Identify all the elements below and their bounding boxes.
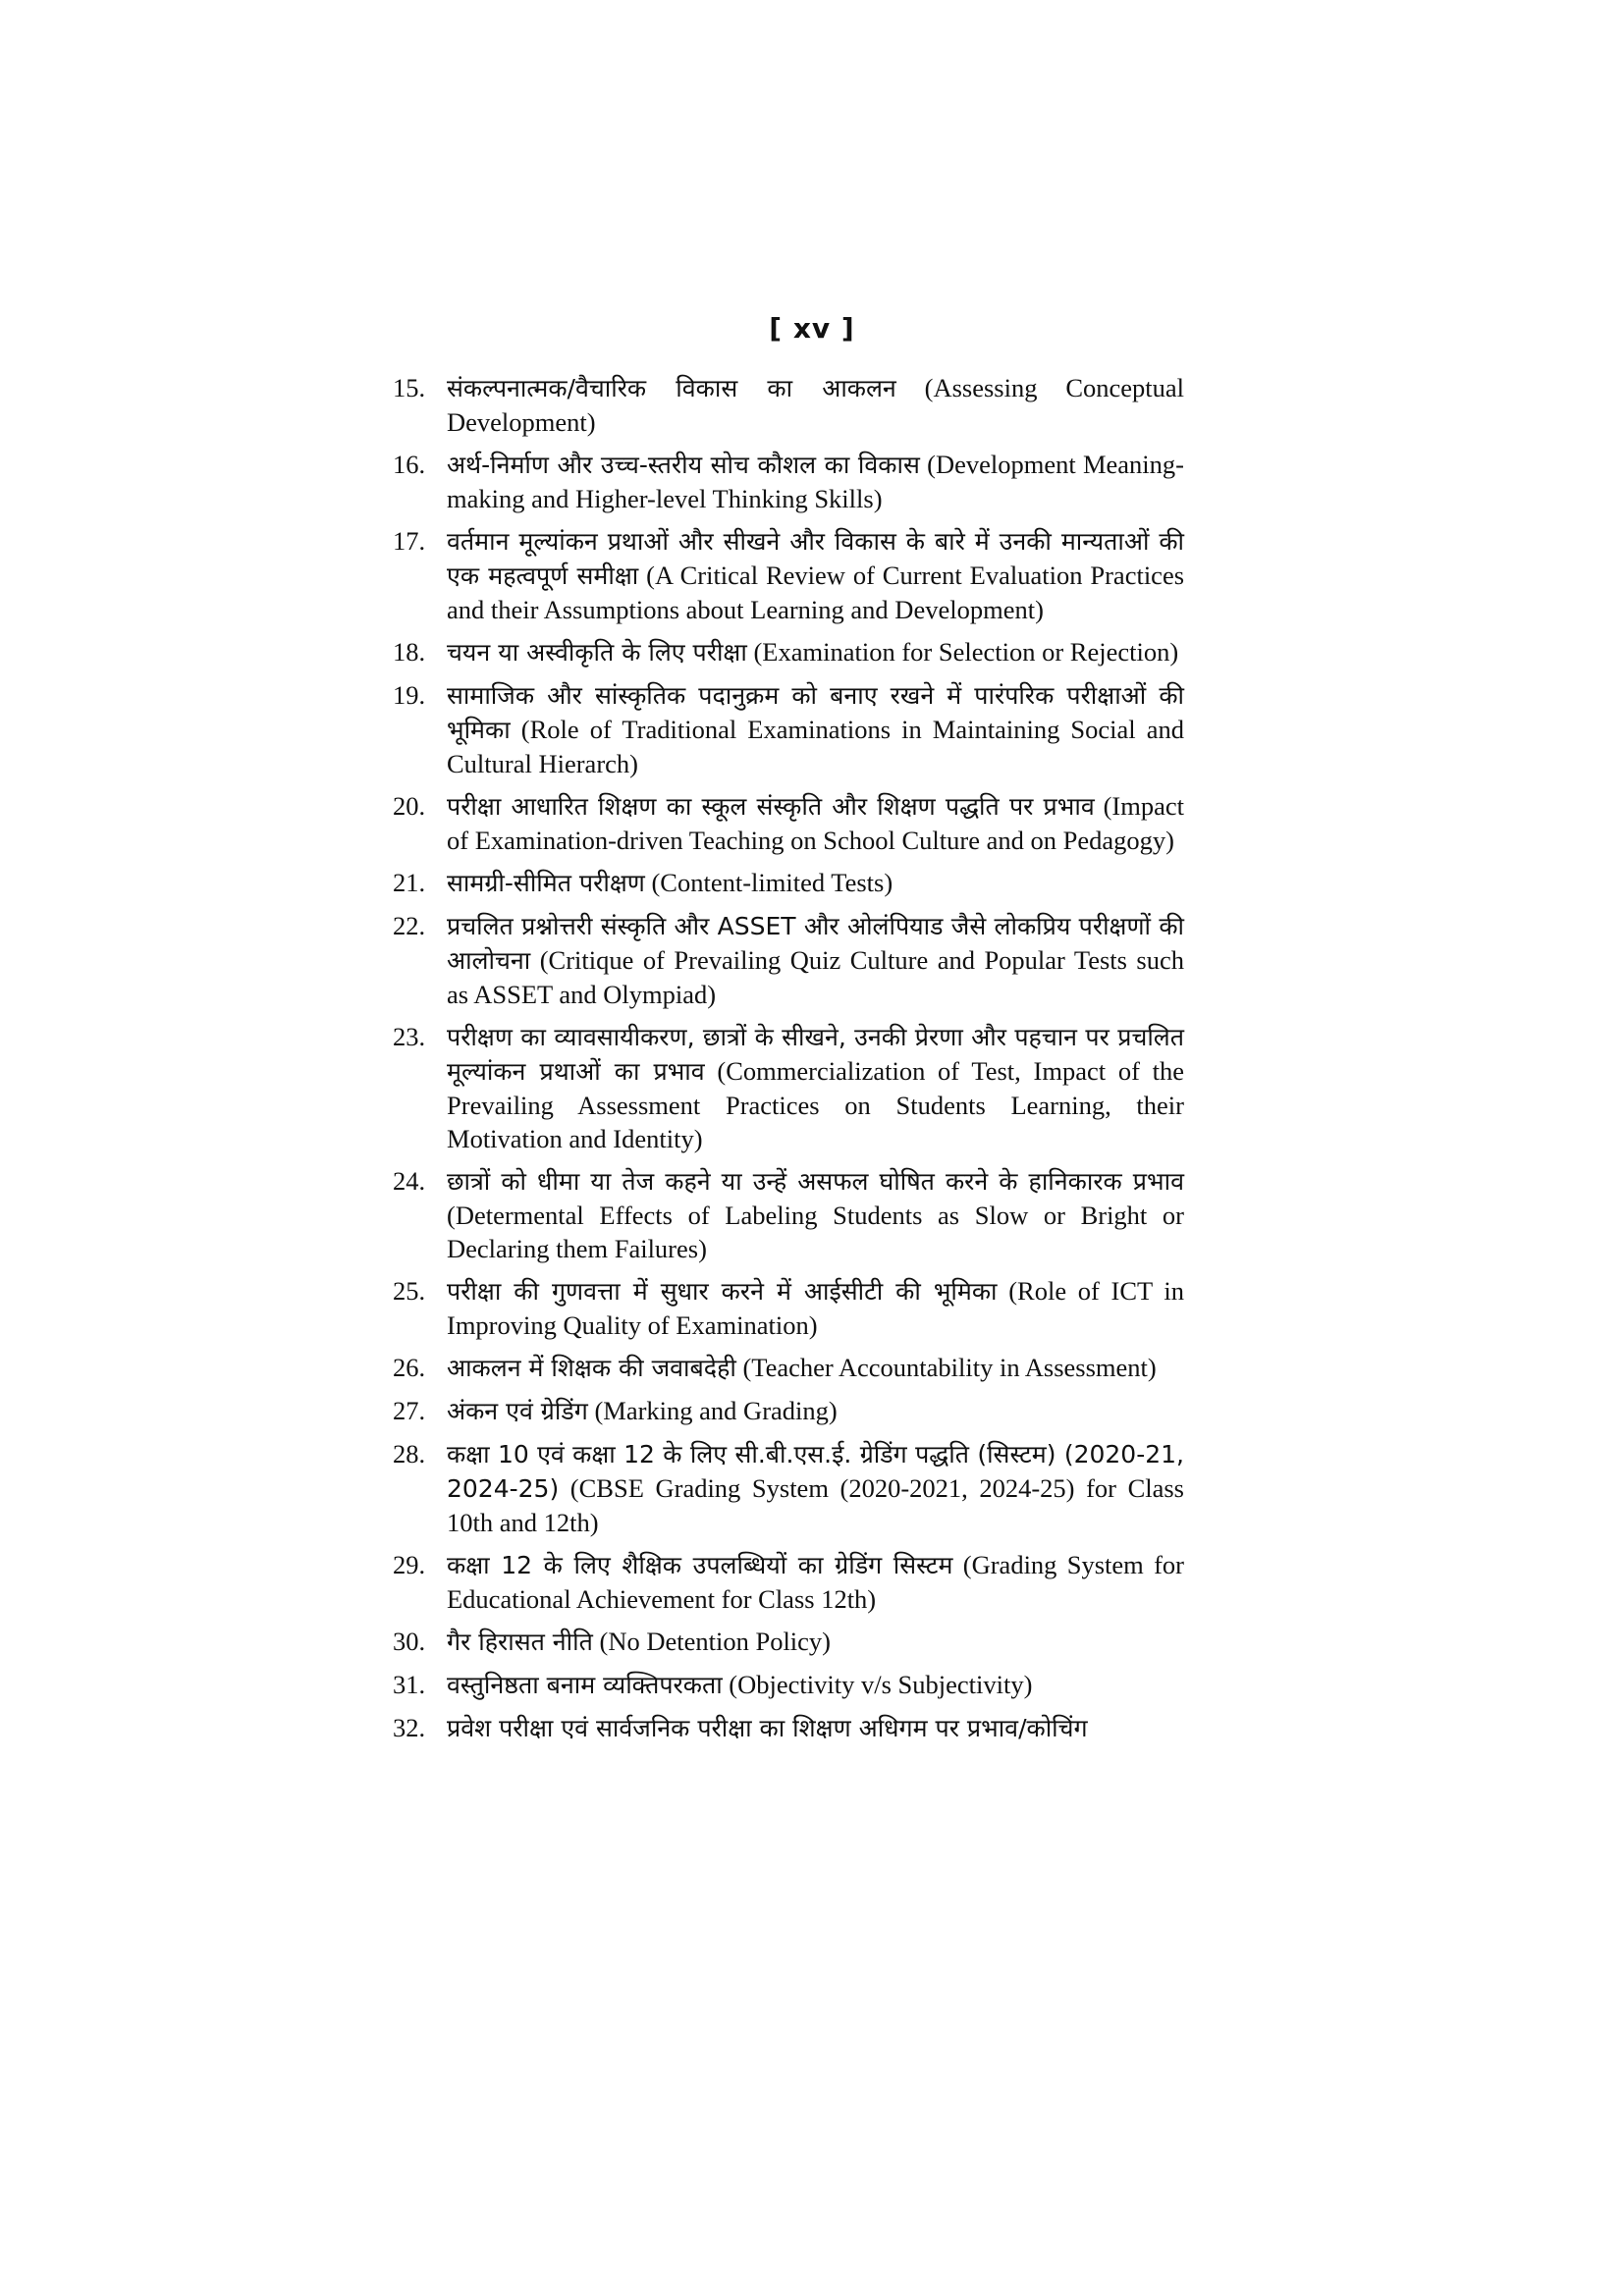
toc-item xyxy=(393,866,1184,900)
toc-item-hindi-title: छात्रों को धीमा या तेज कहने या उन्हें असफल घोषित करने के हानिकारक प्रभाव xyxy=(447,1167,1184,1196)
toc-item-english-title: (CBSE Grading System (2020-2021, 2024-25) for Class 10th and 12th) xyxy=(447,1473,1184,1537)
toc-item-number: 27. xyxy=(393,1396,426,1425)
toc-item-number: 16. xyxy=(393,450,426,479)
toc-item xyxy=(393,1548,1184,1616)
toc-item-english-title: (No Detention Policy) xyxy=(599,1627,832,1656)
toc-item-hindi-title: कक्षा 12 के लिए शैक्षिक उपलब्धियों का ग्रेडिंग सिस्टम xyxy=(447,1551,953,1579)
toc-item-english-title: (Assessing Conceptual Development) xyxy=(447,373,1184,437)
toc-item-hindi-title: परीक्षण का व्यावसायीकरण, छात्रों के सीखने, उनकी प्रेरणा और पहचान पर प्रचलित मूल्यांकन प्रथाओं का प्रभाव xyxy=(447,1023,1184,1086)
toc-item-number: 21. xyxy=(393,868,426,897)
toc-item xyxy=(393,635,1184,669)
toc-item-number: 15. xyxy=(393,373,426,402)
toc-item-hindi-title: सामाजिक और सांस्कृतिक पदानुक्रम को बनाए रखने में पारंपरिक परीक्षाओं की भूमिका xyxy=(447,681,1184,744)
toc-item-english-title: (Critique of Prevailing Quiz Culture and Popular Tests such as ASSET and Olympiad) xyxy=(447,945,1185,1009)
toc-item-english-title: (Grading System for Educational Achievement for Class 12th) xyxy=(447,1550,1184,1614)
toc-item-english-title: (Determental Effects of Labeling Students as Slow or Bright or Declaring them Failures) xyxy=(447,1201,1184,1263)
toc-item-number: 31. xyxy=(393,1670,426,1699)
toc-item xyxy=(393,1437,1184,1539)
toc-item-number: 32. xyxy=(393,1713,426,1742)
toc-item-english-title: (Objectivity v/s Subjectivity) xyxy=(729,1670,1033,1699)
toc-item xyxy=(393,371,1184,439)
toc-item-hindi-title: संकल्पनात्मक/वैचारिक विकास का आकलन xyxy=(447,374,896,402)
toc-item-number: 18. xyxy=(393,637,426,667)
toc-item-hindi-title: आकलन में शिक्षक की जवाबदेही xyxy=(447,1354,736,1382)
toc-item-number: 30. xyxy=(393,1627,426,1656)
toc-item xyxy=(393,1668,1184,1702)
toc-item-hindi-title: सामग्री-सीमित परीक्षण xyxy=(447,869,645,897)
toc-item xyxy=(393,678,1184,780)
toc-item-number: 19. xyxy=(393,680,426,710)
toc-item-english-title: (Development Meaning-making and Higher-level Thinking Skills) xyxy=(447,450,1184,513)
toc-item-english-title: (Role of Traditional Examinations in Maintaining Social and Cultural Hierarch) xyxy=(447,715,1185,778)
toc-item-number: 26. xyxy=(393,1353,426,1382)
toc-item-english-title: (Examination for Selection or Rejection) xyxy=(753,637,1179,667)
toc-item-english-title: (Teacher Accountability in Assessment) xyxy=(742,1353,1157,1382)
toc-item xyxy=(393,1351,1184,1385)
toc-item xyxy=(393,448,1184,515)
toc-item xyxy=(393,789,1184,857)
toc-item-number: 29. xyxy=(393,1550,426,1579)
toc-item xyxy=(393,909,1184,1011)
toc-item-hindi-title: वर्तमान मूल्यांकन प्रथाओं और सीखने और विकास के बारे में उनकी मान्यताओं की एक महत्वपूर्ण समीक्षा xyxy=(447,527,1184,590)
toc-item xyxy=(393,1394,1184,1428)
toc-item xyxy=(393,1274,1184,1342)
page-number-header: [ xv ] xyxy=(769,312,855,345)
toc-item-english-title: (Commercialization of Test, Impact of the Prevailing Assessment Practices on Students Learning, their Motivation and Identity) xyxy=(447,1056,1185,1153)
toc-item-hindi-title: वस्तुनिष्ठता बनाम व्यक्तिपरकता xyxy=(447,1671,723,1699)
toc-item-number: 23. xyxy=(393,1022,426,1051)
toc-item-hindi-title: गैर हिरासत नीति xyxy=(447,1628,593,1656)
toc-item xyxy=(393,1711,1184,1745)
table-of-contents xyxy=(393,371,1184,1754)
toc-item xyxy=(393,524,1184,626)
toc-item-hindi-title: परीक्षा आधारित शिक्षण का स्कूल संस्कृति और शिक्षण पद्धति पर प्रभाव xyxy=(447,792,1095,821)
toc-item-number: 28. xyxy=(393,1439,426,1468)
toc-item-hindi-title: चयन या अस्वीकृति के लिए परीक्षा xyxy=(447,638,747,667)
toc-item-hindi-title: अंकन एवं ग्रेडिंग xyxy=(447,1397,588,1425)
toc-item-hindi-title: कक्षा 10 एवं कक्षा 12 के लिए सी.बी.एस.ई. ग्रेडिंग पद्धति (सिस्टम) (2020-21, 2024-25) xyxy=(447,1440,1184,1503)
toc-item-number: 17. xyxy=(393,526,426,556)
toc-item-english-title: (Content-limited Tests) xyxy=(651,868,893,897)
toc-item xyxy=(393,1164,1184,1265)
toc-item-english-title: (Impact of Examination-driven Teaching on School Culture and on Pedagogy) xyxy=(447,791,1184,855)
toc-item-english-title: (A Critical Review of Current Evaluation Practices and their Assumptions about Learning and Development) xyxy=(447,561,1185,624)
toc-item-hindi-title: प्रचलित प्रश्नोत्तरी संस्कृति और ASSET और ओलंपियाड जैसे लोकप्रिय परीक्षणों की आलोचना xyxy=(447,912,1184,975)
toc-item-number: 25. xyxy=(393,1276,426,1306)
toc-item-number: 22. xyxy=(393,911,426,940)
toc-item-hindi-title: परीक्षा की गुणवत्ता में सुधार करने में आईसीटी की भूमिका xyxy=(447,1277,998,1306)
toc-item-number: 24. xyxy=(393,1166,426,1196)
toc-item-number: 20. xyxy=(393,791,426,821)
toc-item xyxy=(393,1020,1184,1155)
toc-item-english-title: (Role of ICT in Improving Quality of Examination) xyxy=(447,1276,1184,1340)
toc-item-hindi-title: अर्थ-निर्माण और उच्च-स्तरीय सोच कौशल का विकास xyxy=(447,451,920,479)
toc-item-english-title: (Marking and Grading) xyxy=(594,1396,838,1425)
toc-item-hindi-title: प्रवेश परीक्षा एवं सार्वजनिक परीक्षा का शिक्षण अधिगम पर प्रभाव/कोचिंग xyxy=(447,1714,1088,1742)
toc-item xyxy=(393,1625,1184,1659)
